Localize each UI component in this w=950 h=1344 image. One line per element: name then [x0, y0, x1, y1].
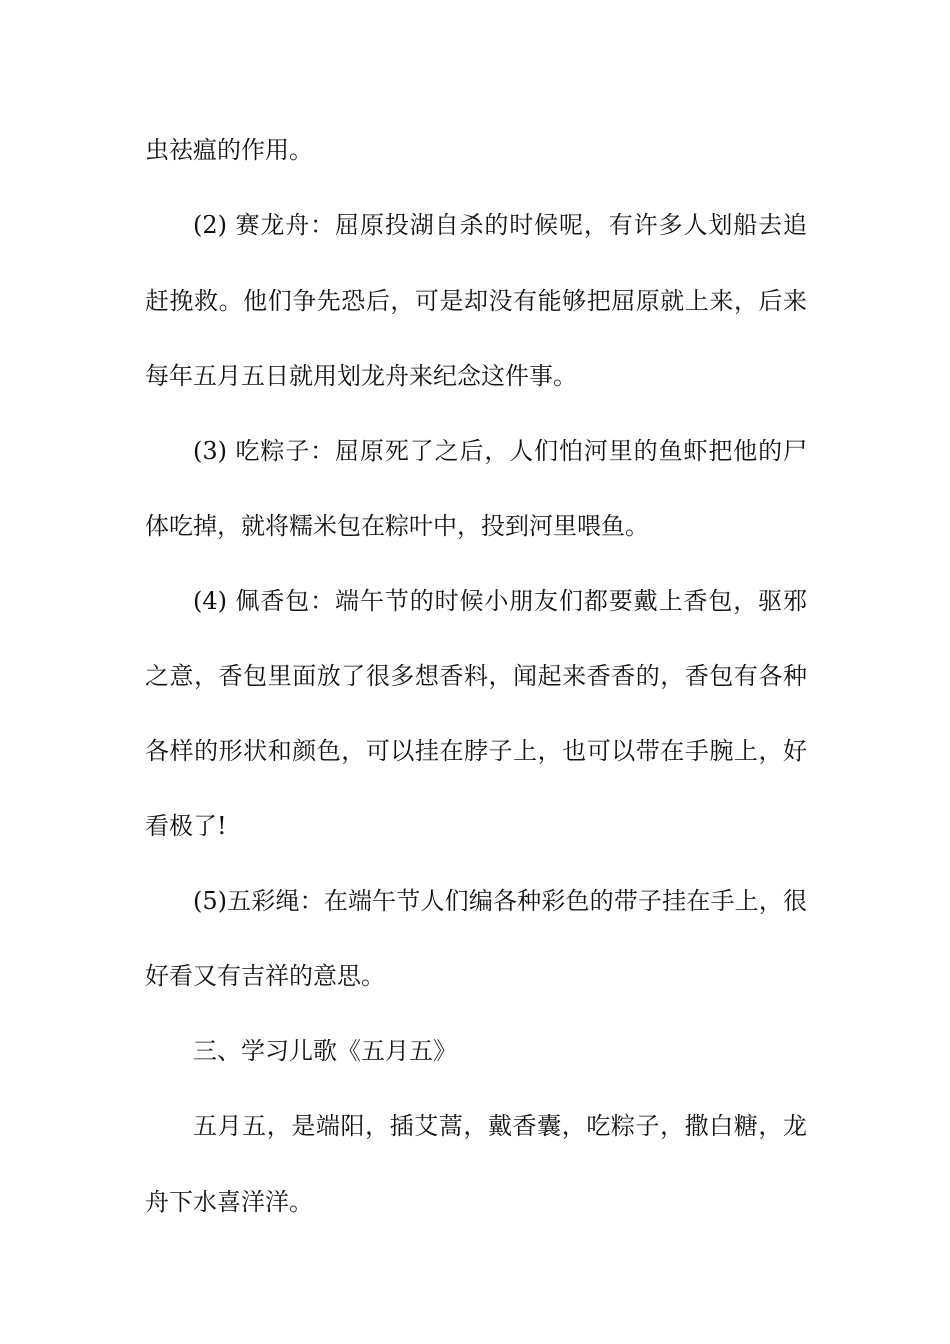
text-line: 赶挽救。他们争先恐后，可是却没有能够把屈原就上来，后来 — [145, 287, 807, 315]
text-line: 各样的形状和颜色，可以挂在脖子上，也可以带在手腕上，好 — [145, 737, 807, 765]
text-line: 看极了! — [145, 812, 227, 840]
section-heading: 三、学习儿歌《五月五》 — [193, 1037, 457, 1065]
text-line: 虫祛瘟的作用。 — [145, 136, 313, 164]
text-line: (2) 赛龙舟：屈原投湖自杀的时候呢，有许多人划船去追 — [193, 211, 807, 239]
text-line: (5)五彩绳：在端午节人们编各种彩色的带子挂在手上，很 — [193, 887, 807, 915]
text-line: 每年五月五日就用划龙舟来纪念这件事。 — [145, 362, 577, 390]
text-line: 舟下水喜洋洋。 — [145, 1188, 313, 1216]
text-line: (3) 吃粽子：屈原死了之后，人们怕河里的鱼虾把他的尸 — [193, 437, 807, 465]
text-line: (4) 佩香包：端午节的时候小朋友们都要戴上香包，驱邪 — [193, 587, 807, 615]
text-line: 好看又有吉祥的意思。 — [145, 962, 385, 990]
text-line: 之意，香包里面放了很多想香料，闻起来香香的，香包有各种 — [145, 662, 807, 690]
text-line: 五月五，是端阳，插艾蒿，戴香囊，吃粽子，撒白糖，龙 — [193, 1112, 807, 1140]
text-line: 体吃掉，就将糯米包在粽叶中，投到河里喂鱼。 — [145, 512, 649, 540]
